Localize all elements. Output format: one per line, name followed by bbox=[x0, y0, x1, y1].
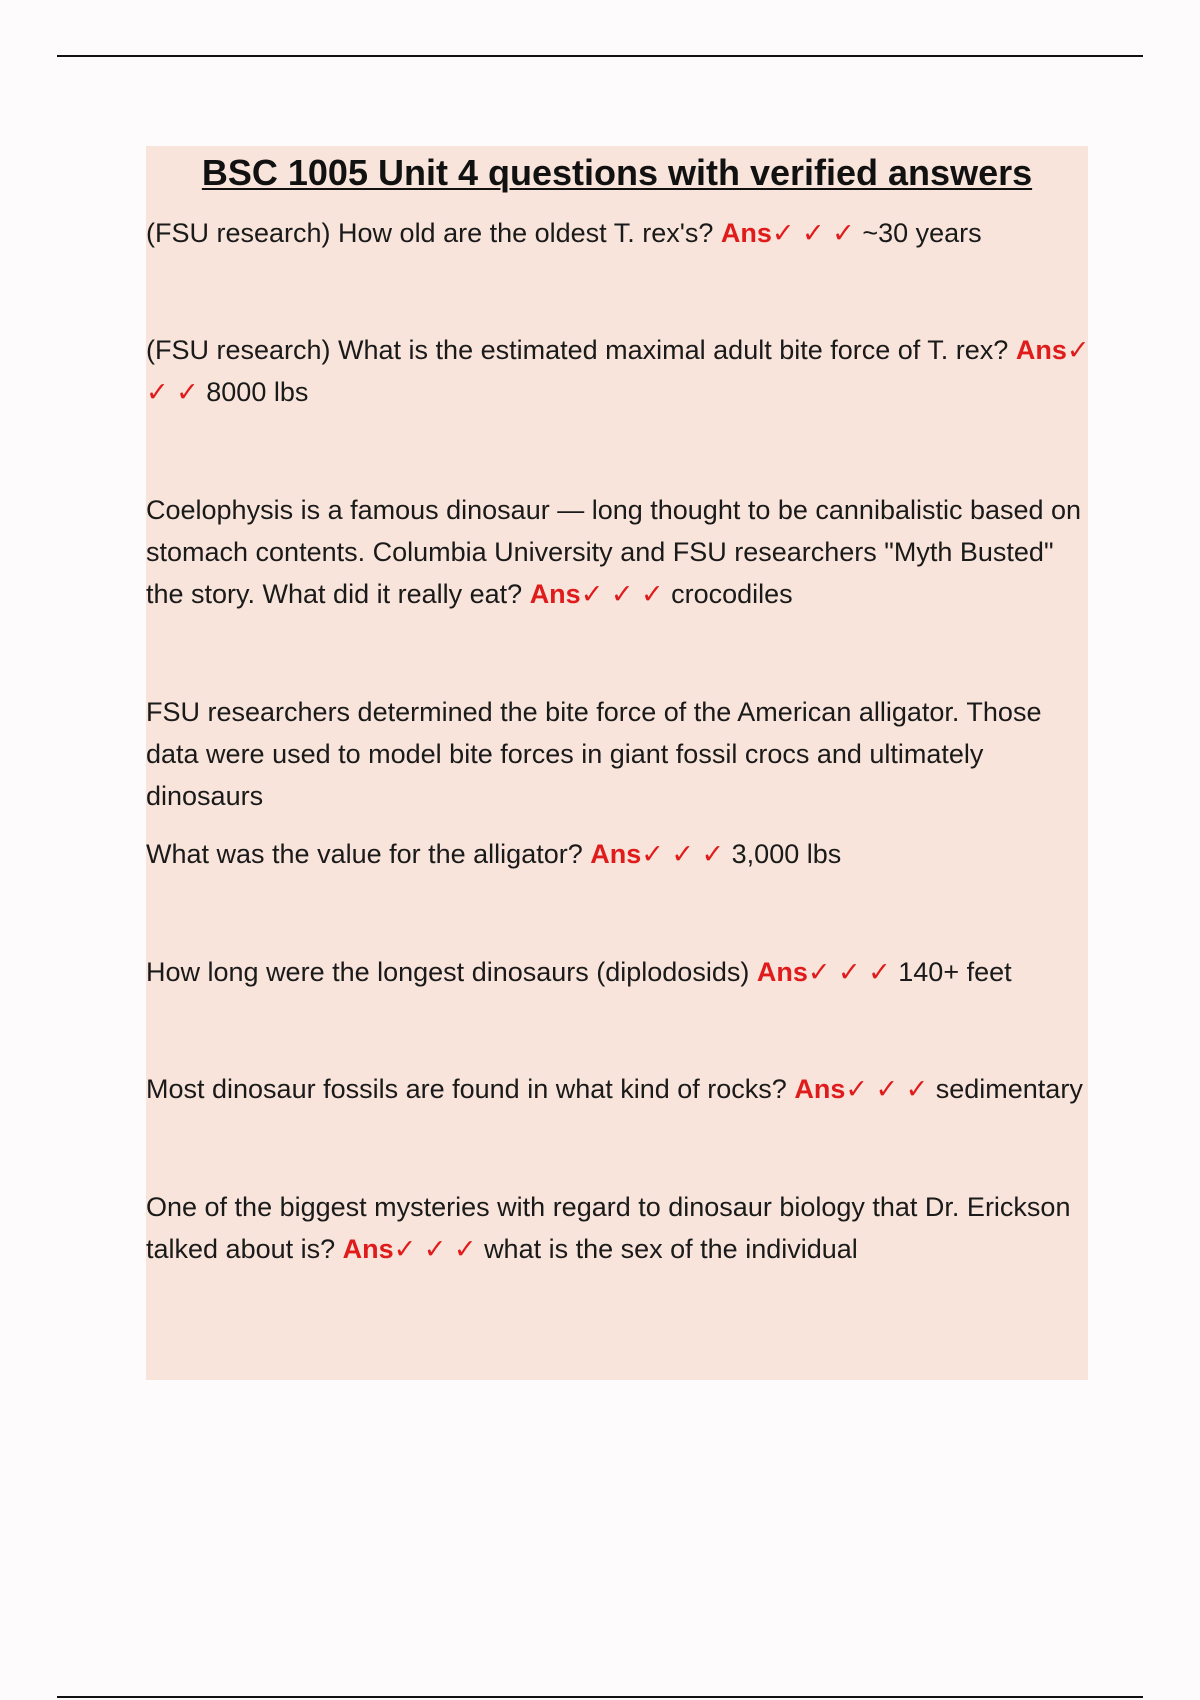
answer-marker: Ans bbox=[756, 957, 808, 987]
qa-item bbox=[146, 833, 1088, 875]
check-icon: ✓ ✓ ✓ bbox=[771, 218, 855, 248]
question-text: (FSU research) How old are the oldest T. rex's? bbox=[146, 218, 714, 248]
preamble-text: FSU researchers determined the bite force of the American alligator. Those data were used to model bite forces in giant fossil crocs and ultimately dinosaurs bbox=[146, 697, 1042, 811]
qa-item bbox=[146, 1186, 1088, 1270]
footer-rule bbox=[57, 1696, 1143, 1698]
question-text: How long were the longest dinosaurs (diplodosids) bbox=[146, 957, 750, 987]
check-icon: ✓ ✓ ✓ bbox=[146, 335, 1090, 407]
answer-marker: Ans bbox=[794, 1074, 846, 1104]
check-icon: ✓ ✓ ✓ bbox=[807, 957, 891, 987]
qa-item bbox=[146, 329, 1096, 413]
qa-item bbox=[146, 212, 1088, 254]
check-icon: ✓ ✓ ✓ bbox=[641, 839, 725, 869]
answer-text: what is the sex of the individual bbox=[484, 1234, 858, 1264]
answer-text: crocodiles bbox=[671, 579, 793, 609]
answer-marker: Ans bbox=[1015, 335, 1067, 365]
question-text: Most dinosaur fossils are found in what kind of rocks? bbox=[146, 1074, 787, 1104]
question-text: One of the biggest mysteries with regard to dinosaur biology that Dr. Erickson talked about is? bbox=[146, 1192, 1071, 1264]
qa-preamble bbox=[146, 691, 1088, 817]
answer-text: sedimentary bbox=[935, 1074, 1083, 1104]
qa-item bbox=[146, 951, 1088, 993]
answer-text: ~30 years bbox=[862, 218, 982, 248]
question-text: (FSU research) What is the estimated maximal adult bite force of T. rex? bbox=[146, 335, 1009, 365]
answer-marker: Ans bbox=[342, 1234, 394, 1264]
qa-item bbox=[146, 489, 1088, 615]
answer-text: 140+ feet bbox=[898, 957, 1012, 987]
answer-text: 3,000 lbs bbox=[731, 839, 842, 869]
question-text: Coelophysis is a famous dinosaur — long thought to be cannibalistic based on stomach contents. Columbia University and FSU researchers "Myth Busted" the story. What did it really eat? bbox=[146, 495, 1082, 609]
qa-item bbox=[146, 1068, 1088, 1110]
document-title: BSC 1005 Unit 4 questions with verified answers bbox=[201, 152, 1033, 193]
question-text: What was the value for the alligator? bbox=[146, 839, 583, 869]
answer-text: 8000 lbs bbox=[206, 377, 309, 407]
check-icon: ✓ ✓ ✓ bbox=[845, 1074, 929, 1104]
answer-marker: Ans bbox=[720, 218, 772, 248]
check-icon: ✓ ✓ ✓ bbox=[580, 579, 664, 609]
header-rule bbox=[57, 55, 1143, 57]
answer-marker: Ans bbox=[590, 839, 642, 869]
answer-marker: Ans bbox=[529, 579, 581, 609]
check-icon: ✓ ✓ ✓ bbox=[393, 1234, 477, 1264]
document-body bbox=[146, 146, 1088, 1380]
